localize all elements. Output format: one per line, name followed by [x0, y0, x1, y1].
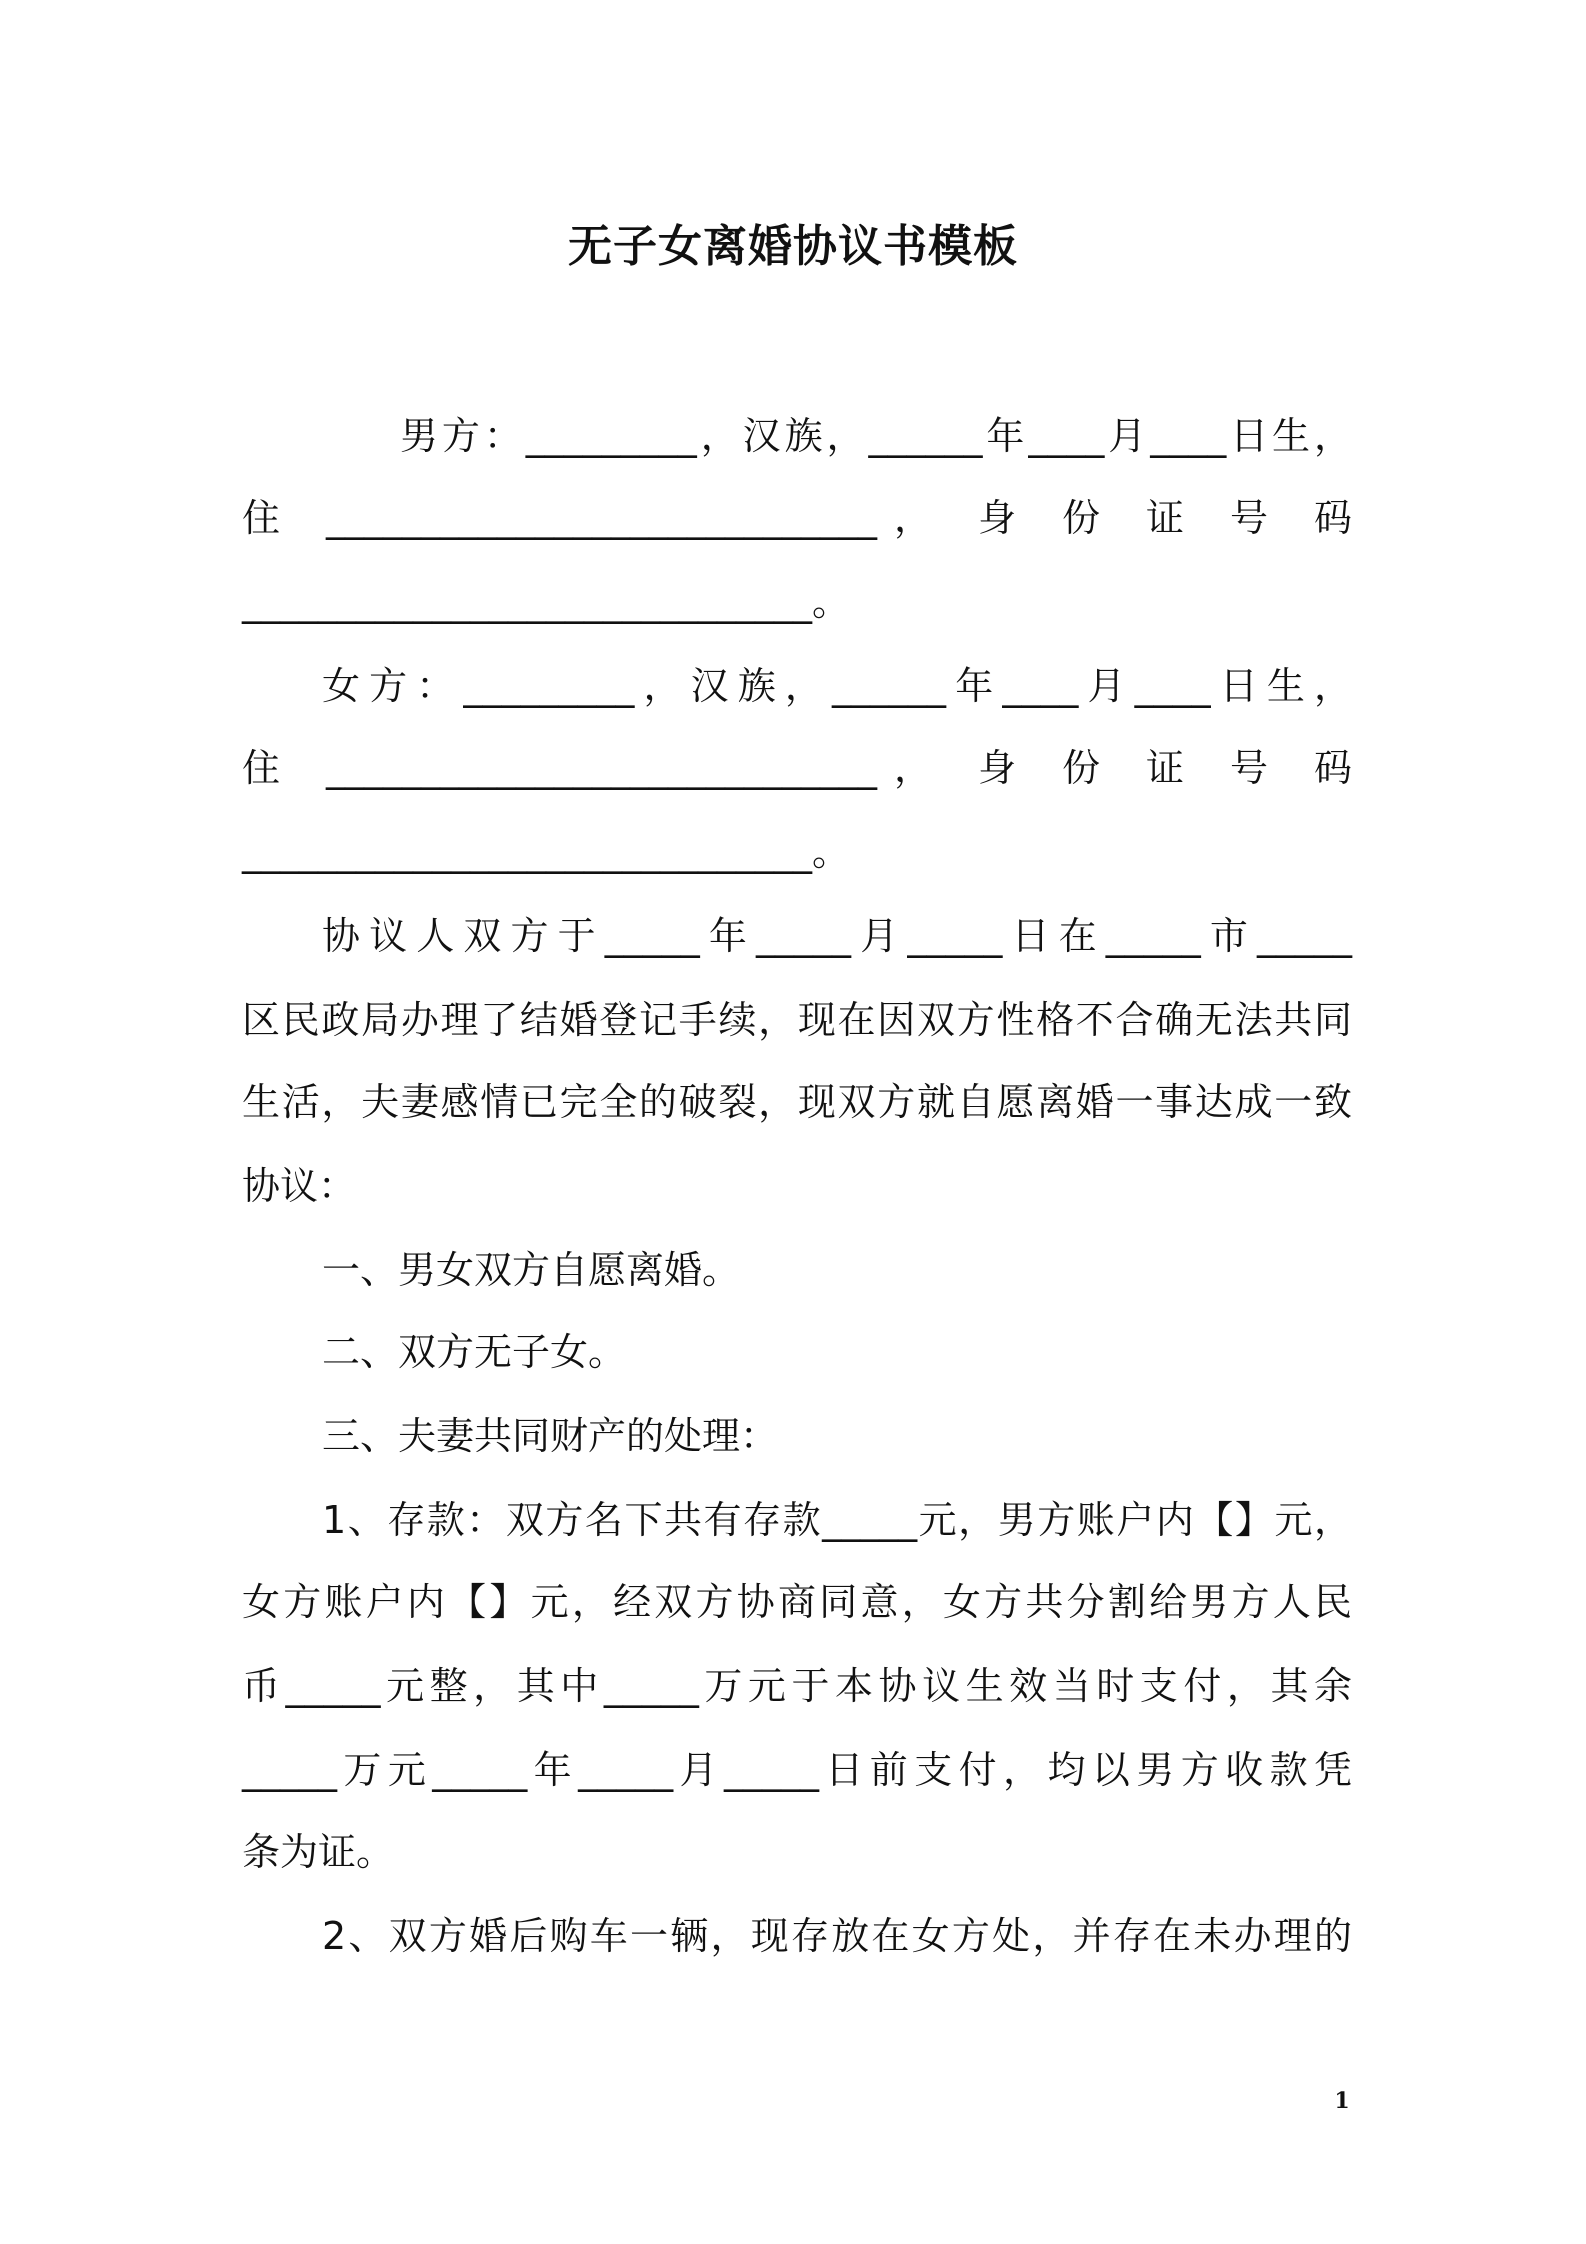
vehicle-line: 2、双方婚后购车一辆，现存放在女方处，并存在未办理的 [322, 1914, 1352, 1958]
male-party-line: 男方：_________，汉族，______年____月____日生， [400, 414, 1352, 458]
document-title: 无子女离婚协议书模板 [568, 221, 1018, 272]
female-address-line: 住 _____________________________， 身 份 证 号 码 [242, 746, 1352, 790]
paragraph-line: 协议： [242, 1164, 357, 1208]
savings-line: 1、存款：双方名下共有存款_____元，男方账户内【】元， [322, 1498, 1352, 1542]
savings-line: _____万元_____年_____月_____日前支付，均以男方收款凭 [242, 1748, 1352, 1792]
clause-two: 二、双方无子女。 [322, 1330, 627, 1374]
female-id-line: ______________________________。 [242, 830, 851, 874]
paragraph-line: 区民政局办理了结婚登记手续，现在因双方性格不合确无法共同 [242, 998, 1352, 1042]
savings-line: 条为证。 [242, 1830, 395, 1874]
female-party-line: 女方：_________，汉族，______年____月____日生， [322, 664, 1352, 708]
clause-three: 三、夫妻共同财产的处理： [322, 1414, 779, 1458]
paragraph-line: 协议人双方于_____年_____月_____日在_____市_____ [322, 914, 1352, 958]
male-address-line: 住 _____________________________， 身 份 证 号 码 [242, 496, 1352, 540]
savings-line: 女方账户内【】元，经双方协商同意，女方共分割给男方人民 [242, 1580, 1352, 1624]
clause-one: 一、男女双方自愿离婚。 [322, 1248, 741, 1292]
paragraph-line: 生活，夫妻感情已完全的破裂，现双方就自愿离婚一事达成一致 [242, 1080, 1352, 1124]
savings-line: 币_____元整，其中_____万元于本协议生效当时支付，其余 [242, 1664, 1352, 1708]
male-id-line: ______________________________。 [242, 580, 851, 624]
page-number: 1 [1334, 2088, 1350, 2114]
